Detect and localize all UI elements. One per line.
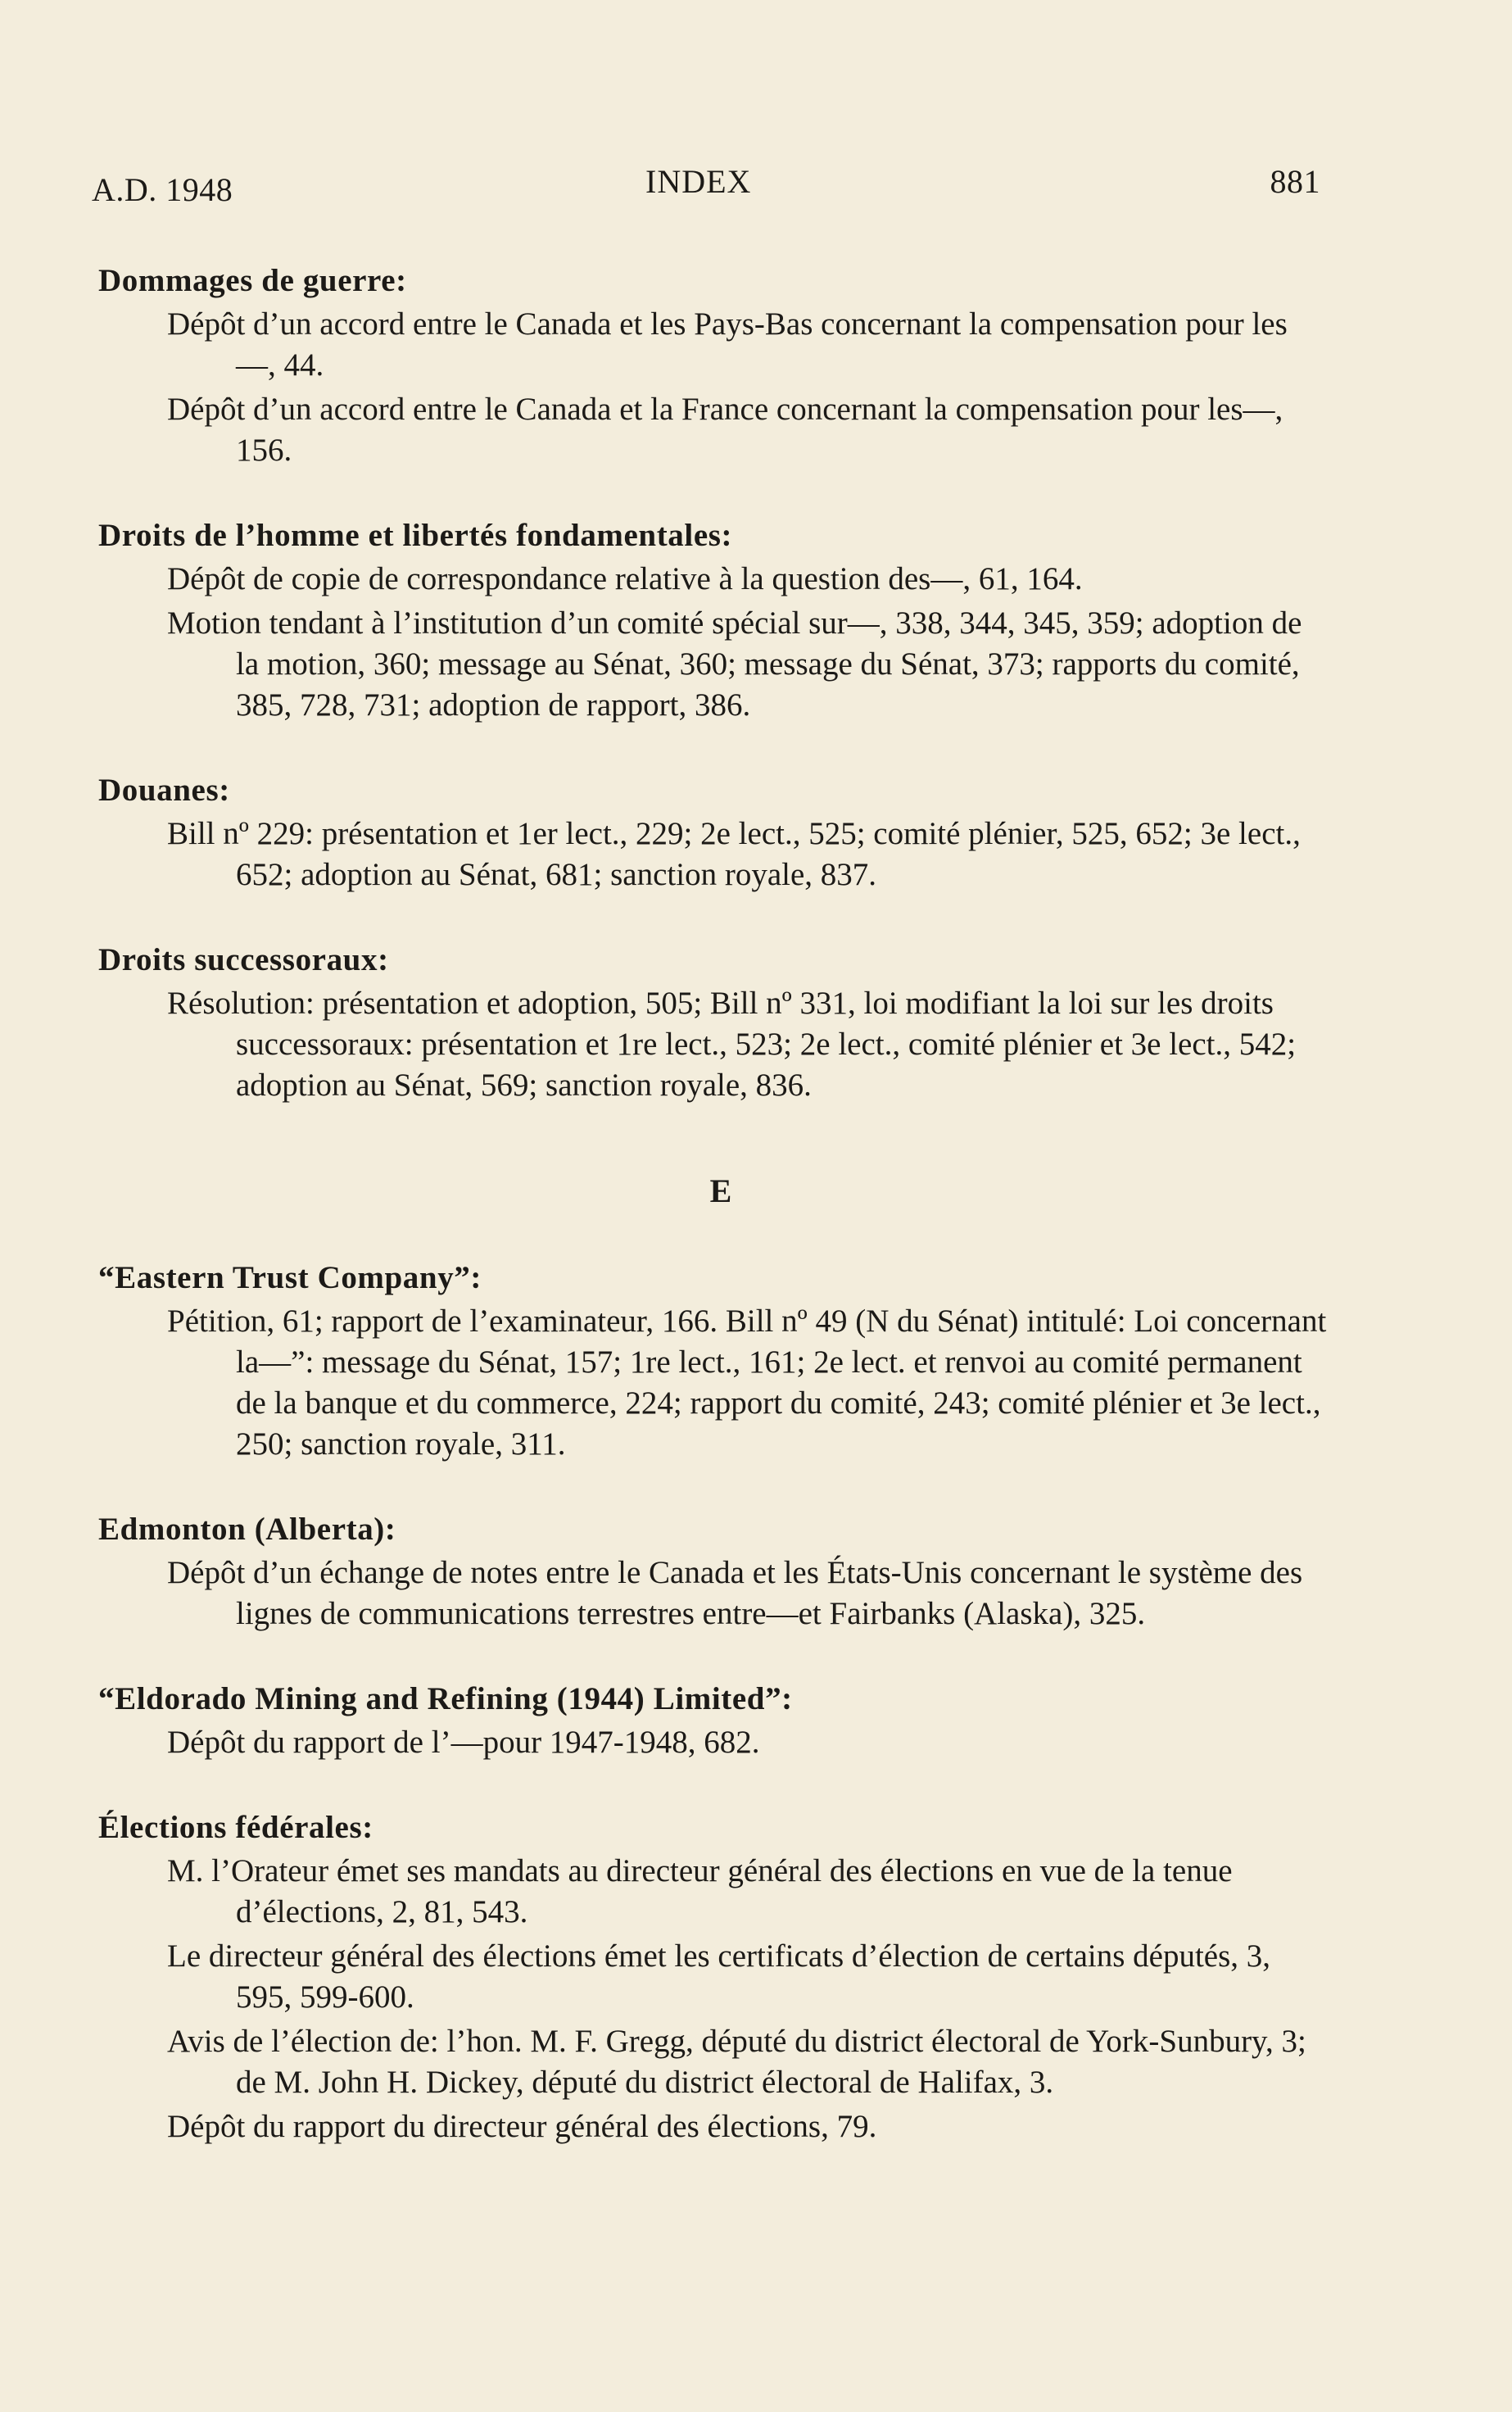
entry-title: Dommages de guerre: (98, 263, 407, 298)
index-entry (98, 1259, 1327, 1465)
entry-subitem: Dépôt d’un échange de notes entre le Canada et les États-Unis concernant le système des lignes de communications terrestres entre—et Fairbanks (Alaska), 325. (167, 1555, 1303, 1631)
index-entry (98, 1511, 1327, 1634)
page-header (92, 162, 1320, 211)
entry-title: Élections fédérales: (98, 1810, 373, 1845)
entry-title: Douanes: (98, 773, 230, 808)
entry-subitem: Dépôt d’un accord entre le Canada et la France concernant la compensation pour les—, 156. (167, 392, 1283, 468)
page-number: 881 (1270, 163, 1320, 200)
entry-subitem: Résolution: présentation et adoption, 505; Bill nº 331, loi modifiant la loi sur les droits successoraux: présentation et 1re lect., 523; 2e lect., comité plénier et 3e lect., 542; adoption au Sénat, 569; sanction royale, 836. (167, 986, 1297, 1103)
entry-title: Edmonton (Alberta): (98, 1512, 396, 1547)
header-year: A.D. 1948 (92, 171, 233, 208)
entry-subitem: Bill nº 229: présentation et 1er lect., 229; 2e lect., 525; comité plénier, 525, 652; 3e lect., 652; adoption au Sénat, 681; sanction royale, 837. (167, 816, 1301, 892)
entry-subitem: Avis de l’élection de: l’hon. M. F. Gregg, député du district électoral de York-Sunbury, 3; de M. John H. Dickey, député du district électoral de Halifax, 3. (167, 2024, 1306, 2100)
index-content (98, 262, 1327, 2193)
entry-title: Droits de l’homme et libertés fondamentales: (98, 518, 733, 553)
entry-subitem: Motion tendant à l’institution d’un comité spécial sur—, 338, 344, 345, 359; adoption de la motion, 360; message au Sénat, 360; message du Sénat, 373; rapports du comité, 385, 728, 731; adoption de rapport, 386. (167, 605, 1302, 723)
section-letter: E (709, 1172, 732, 1209)
index-entry (98, 262, 1327, 471)
index-entry (98, 772, 1327, 895)
index-entry (98, 1809, 1327, 2147)
index-entry (98, 517, 1327, 726)
entry-subitem: Dépôt d’un accord entre le Canada et les Pays-Bas concernant la compensation pour les—, 44. (167, 306, 1288, 383)
index-entry (98, 1680, 1327, 1763)
header-title: INDEX (645, 163, 752, 200)
entry-title: “Eastern Trust Company”: (98, 1260, 482, 1295)
entry-subitem: Pétition, 61; rapport de l’examinateur, 166. Bill nº 49 (N du Sénat) intitulé: Loi concernant la—”: message du Sénat, 157; 1re lect., 161; 2e lect. et renvoi au comité permanent de la banque et du commerce, 224; rapport du comité, 243; comité plénier et 3e lect., 250; sanction royale, 311. (167, 1303, 1327, 1462)
entry-title: “Eldorado Mining and Refining (1944) Limited”: (98, 1681, 793, 1716)
index-entry (98, 941, 1327, 1106)
entry-subitem: Le directeur général des élections émet les certificats d’élection de certains députés, 3, 595, 599-600. (167, 1938, 1271, 2015)
entry-subitem: Dépôt de copie de correspondance relative à la question des—, 61, 164. (167, 561, 1083, 596)
entry-subitem: Dépôt du rapport du directeur général des élections, 79. (167, 2109, 877, 2144)
entry-subitem: Dépôt du rapport de l’—pour 1947-1948, 682. (167, 1725, 760, 1760)
entry-subitem: M. l’Orateur émet ses mandats au directeur général des élections en vue de la tenue d’élections, 2, 81, 543. (167, 1853, 1233, 1929)
entry-title: Droits successoraux: (98, 942, 389, 977)
